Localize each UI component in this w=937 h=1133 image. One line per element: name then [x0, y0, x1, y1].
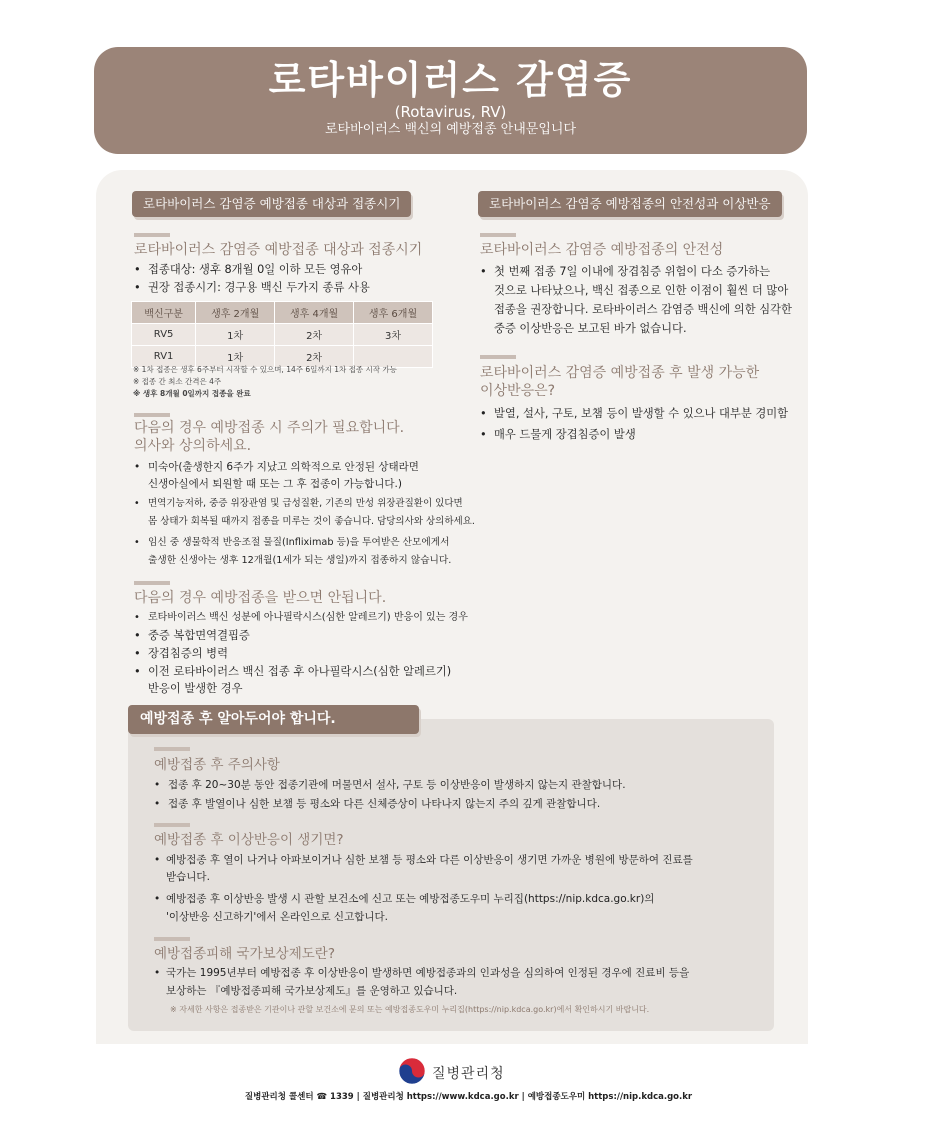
compensation-heading: 예방접종피해 국가보상제도란?: [154, 946, 335, 962]
table-cell: RV5: [132, 324, 196, 346]
list-item: • 장겹침증의 병력: [134, 647, 228, 660]
compensation-note: ※ 자세한 사항은 접종받은 기관이나 관할 보건소에 문의 또는 예방접종도우미 누리집(https://nip.kdca.go.kr)에서 확인하시기 바랍니다.: [170, 1005, 650, 1014]
table-cell: 1차: [196, 324, 275, 346]
list-item-cont: '이상반응 신고하기'에서 온라인으로 신고합니다.: [166, 911, 388, 923]
page-subtitle: (Rotavirus, RV): [394, 103, 507, 121]
caution-heading-cont: 의사와 상의하세요.: [134, 438, 252, 454]
list-item: • 접종 후 20~30분 동안 접종기관에 머물면서 설사, 구토 등 이상반응이 발생하지 않는지 관찰합니다.: [154, 779, 626, 791]
list-item: • 국가는 1995년부터 예방접종 후 이상반응이 발생하면 예방접종과의 인과성을 심의하여 인정된 경우에 진료비 등을: [154, 967, 690, 979]
caution-heading: 다음의 경우 예방접종 시 주의가 필요합니다.: [134, 420, 405, 436]
table-note: ※ 1차 접종은 생후 6주부터 시작할 수 있으며, 14주 6일까지 1차 접종 시작 가능: [133, 365, 397, 374]
list-item: • 발열, 설사, 구토, 보챔 등이 발생할 수 있으나 대부분 경미함: [480, 407, 789, 420]
heading-bar: [480, 233, 516, 237]
table-header-row: [132, 302, 433, 324]
heading-bar: [154, 747, 190, 751]
adverse-report-heading: 예방접종 후 이상반응이 생기면?: [154, 832, 344, 848]
table-cell: 1차: [196, 346, 275, 368]
precaution-heading: 예방접종 후 주의사항: [154, 757, 280, 773]
table-note: ※ 접종 간 최소 간격은 4주: [133, 377, 222, 386]
table-row: [132, 324, 433, 346]
list-item-cont: 접종을 권장합니다. 로타바이러스 감염증 백신에 의한 심각한: [494, 303, 792, 316]
list-item-cont: 반응이 발생한 경우: [148, 682, 243, 695]
heading-bar: [134, 581, 170, 585]
list-item-cont: 신생아실에서 퇴원할 때 또는 그 후 접종이 가능합니다.): [148, 478, 402, 490]
table-header: 생후 2개월: [196, 302, 275, 324]
table-cell: 2차: [275, 324, 354, 346]
list-item-cont: 몸 상태가 회복될 때까지 접종을 미루는 것이 좋습니다. 담당의사와 상의하세요.: [148, 516, 475, 527]
list-item: • 미숙아(출생한지 6주가 지났고 의학적으로 안정된 상태라면: [134, 461, 419, 473]
page-header: [94, 47, 807, 154]
section-pill-target: 로타바이러스 감염증 예방접종 대상과 접종시기: [132, 191, 411, 217]
table-note: ※ 생후 8개월 0일까지 접종을 완료: [133, 389, 251, 398]
contraindication-heading: 다음의 경우 예방접종을 받으면 안됩니다.: [134, 590, 387, 606]
table-header: 생후 4개월: [275, 302, 354, 324]
list-item: • 예방접종 후 이상반응 발생 시 관할 보건소에 신고 또는 예방접종도우미 누리집(https://nip.kdca.go.kr)의: [154, 893, 655, 905]
page-description: 로타바이러스 백신의 예방접종 안내문입니다: [325, 122, 576, 137]
safety-heading: 로타바이러스 감염증 예방접종의 안전성: [480, 242, 724, 258]
table-cell: RV1: [132, 346, 196, 368]
list-item-cont: 출생한 신생아는 생후 12개월(1세가 되는 생일)까지 접종하지 않습니다.: [148, 555, 452, 566]
adverse-heading-cont: 이상반응은?: [480, 383, 556, 399]
org-name: 질병관리청: [432, 1066, 505, 1082]
footer-contact: 질병관리청 콜센터 ☎ 1339 | 질병관리청 https://www.kdca.go.kr | 예방접종도우미 https://nip.kdca.go.kr: [244, 1092, 693, 1102]
list-item-cont: 받습니다.: [166, 871, 210, 883]
list-item: • 권장 접종시기: 경구용 백신 두가지 종류 사용: [134, 281, 370, 294]
heading-bar: [154, 823, 190, 827]
table-header: 백신구분: [132, 302, 196, 324]
heading-bar: [154, 937, 190, 941]
target-heading: 로타바이러스 감염증 예방접종 대상과 접종시기: [134, 242, 423, 258]
list-item: • 로타바이러스 백신 성분에 아나필락시스(심한 알레르기) 반응이 있는 경우: [134, 612, 468, 623]
list-item-cont: 보상하는 『예방접종피해 국가보상제도』를 운영하고 있습니다.: [166, 985, 458, 997]
list-item-cont: 것으로 나타났으나, 백신 접종으로 인한 이점이 훨씬 더 많아: [494, 284, 789, 297]
kdca-logo-icon: [398, 1057, 426, 1085]
section-pill-safety: 로타바이러스 감염증 예방접종의 안전성과 이상반응: [478, 191, 782, 217]
page-title: 로타바이러스 감염증: [268, 58, 633, 102]
list-item: • 중증 복합면역결핍증: [134, 629, 250, 642]
schedule-table: [131, 301, 433, 368]
table-cell: 2차: [275, 346, 354, 368]
list-item-cont: 중증 이상반응은 보고된 바가 없습니다.: [494, 322, 687, 335]
adverse-heading: 로타바이러스 감염증 예방접종 후 발생 가능한: [480, 365, 760, 381]
list-item: • 이전 로타바이러스 백신 접종 후 아나필락시스(심한 알레르기): [134, 665, 452, 678]
heading-bar: [480, 355, 516, 359]
heading-bar: [134, 413, 170, 417]
heading-bar: [134, 233, 170, 237]
list-item: • 접종 후 발열이나 심한 보챔 등 평소와 다른 신체증상이 나타나지 않는지 주의 깊게 관찰합니다.: [154, 798, 601, 810]
list-item: • 임신 중 생물학적 반응조절 물질(Infliximab 등)을 투여받은 산모에게서: [134, 537, 450, 548]
section-pill-after: 예방접종 후 알아두어야 합니다.: [128, 705, 419, 734]
table-header: 생후 6개월: [354, 302, 433, 324]
list-item: • 첫 번째 접종 7일 이내에 장겹침증 위험이 다소 증가하는: [480, 265, 770, 278]
list-item: • 매우 드물게 장겹침증이 발생: [480, 428, 636, 441]
list-item: • 예방접종 후 열이 나거나 아파보이거나 심한 보챔 등 평소와 다른 이상반응이 생기면 가까운 병원에 방문하여 진료를: [154, 854, 693, 866]
table-cell: 3차: [354, 324, 433, 346]
list-item: • 접종대상: 생후 8개월 0일 이하 모든 영유아: [134, 263, 363, 276]
list-item: • 면역기능저하, 중증 위장관염 및 급성질환, 기존의 만성 위장관질환이 있다면: [134, 498, 463, 509]
